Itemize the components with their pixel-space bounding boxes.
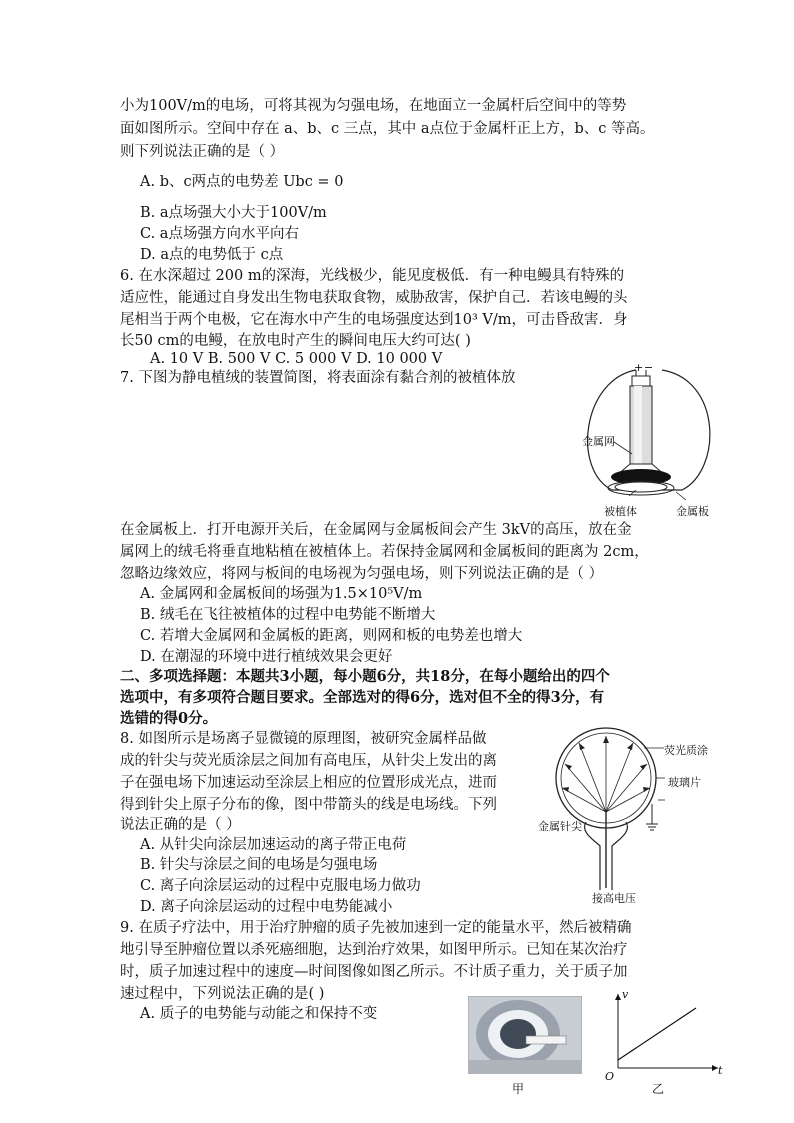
q7-option-b: B. 绒毛在飞往被植体的过程中电势能不断增大 bbox=[140, 607, 436, 623]
section-2-heading-line-3: 选错的得0分。 bbox=[120, 710, 218, 727]
q8-stem-line-4: 得到针尖上原子分布的像，图中带箭头的线是电场线。下列 bbox=[120, 797, 497, 813]
q8-fig-label-glass: 玻璃片 bbox=[668, 776, 701, 789]
q8-fig-label-coating: 荧光质涂 bbox=[664, 744, 708, 757]
q9-proton-therapy-photo bbox=[468, 996, 582, 1074]
q9-velocity-time-graph bbox=[600, 990, 724, 1080]
q8-stem-line-5: 说法正确的是（ ） bbox=[120, 817, 241, 833]
q9-option-a: A. 质子的电势能与动能之和保持不变 bbox=[140, 1006, 378, 1022]
q7-fig-label-metal-mesh: 金属网 bbox=[582, 435, 615, 448]
q9-stem-line-3: 时，质子加速过程中的速度—时间图像如图乙所示。不计质子重力，关于质子加 bbox=[120, 964, 628, 980]
q7-stem-line-4: 忽略边缘效应，将网与板间的电场视为匀强电场，则下列说法正确的是（ ） bbox=[120, 566, 604, 582]
q9-fig-label-yi: 乙 bbox=[652, 1082, 665, 1096]
q8-stem-line-2: 成的针尖与荧光质涂层之间加有高电压，从针尖上发出的离 bbox=[120, 753, 497, 769]
q8-option-d: D. 离子向涂层运动的过程中电势能减小 bbox=[140, 899, 393, 915]
q9-stem-line-4: 速过程中，下列说法正确的是( ) bbox=[120, 986, 325, 1002]
q9-fig-label-jia: 甲 bbox=[512, 1082, 525, 1096]
section-2-heading-line-2: 选项中，有多项符合题目要求。全部选对的得6分，选对但不全的得3分，有 bbox=[120, 689, 605, 706]
q9-stem-line-2: 地引导至肿瘤位置以杀死癌细胞，达到治疗效果，如图甲所示。已知在某次治疗 bbox=[120, 942, 628, 958]
q6-stem-line-1: 6. 在水深超过 200 m的深海，光线极少，能见度极低．有一种电鳗具有特殊的 bbox=[120, 268, 625, 284]
q5-option-c: C. a点场强方向水平向右 bbox=[140, 226, 299, 242]
q7-stem-line-2: 在金属板上．打开电源开关后，在金属网与金属板间会产生 3kV的高压，放在金 bbox=[120, 522, 632, 538]
q7-stem-line-3: 属网上的绒毛将垂直地粘植在被植体上。若保持金属网和金属板间的距离为 2cm， bbox=[120, 544, 649, 560]
q7-fig-label-metal-plate: 金属板 bbox=[676, 505, 709, 518]
q5-option-b: B. a点场强大小大于100V/m bbox=[140, 205, 327, 221]
q6-stem-line-3: 尾相当于两个电极，它在海水中产生的电场强度达到10³ V/m，可击昏敌害．身 bbox=[120, 312, 628, 328]
q8-option-a: A. 从针尖向涂层加速运动的离子带正电荷 bbox=[140, 837, 407, 853]
q5-option-a: A. b、c两点的电势差 Ubc = 0 bbox=[140, 174, 344, 190]
q8-option-b: B. 针尖与涂层之间的电场是匀强电场 bbox=[140, 857, 378, 873]
q8-fig-label-needle: 金属针尖 bbox=[538, 820, 582, 833]
q6-stem-line-2: 适应性，能通过自身发出生物电获取食物，威胁敌害，保护自己．若该电鳗的头 bbox=[120, 290, 628, 306]
q7-option-a: A. 金属网和金属板间的场强为1.5×10⁵V/m bbox=[140, 586, 423, 602]
q8-stem-line-3: 子在强电场下加速运动至涂层上相应的位置形成光点，进而 bbox=[120, 775, 497, 791]
q7-fig-minus-sign: − bbox=[644, 361, 654, 374]
q6-stem-line-4: 长50 cm的电鳗，在放电时产生的瞬间电压大约可达( ) bbox=[120, 333, 471, 349]
section-2-heading-line-1: 二、多项选择题：本题共3小题，每小题6分，共18分，在每小题给出的四个 bbox=[120, 668, 610, 685]
q7-fig-plus-sign: + bbox=[634, 361, 644, 374]
q5-stem-line-1: 小为100V/m的电场，可将其视为匀强电场，在地面立一金属杆后空间中的等势 bbox=[120, 98, 627, 114]
q7-fig-label-flocked-body: 被植体 bbox=[604, 505, 637, 518]
q9-graph-axis-t: t bbox=[718, 1064, 723, 1077]
q6-options: A. 10 V B. 500 V C. 5 000 V D. 10 000 V bbox=[150, 351, 443, 367]
q5-stem-line-2: 面如图所示。空间中存在 a、b、c 三点，其中 a点位于金属杆正上方，b、c 等高。 bbox=[120, 121, 655, 137]
q7-stem-line-1: 7. 下图为静电植绒的装置简图，将表面涂有黏合剂的被植体放 bbox=[120, 370, 516, 386]
q8-option-c: C. 离子向涂层运动的过程中克服电场力做功 bbox=[140, 878, 421, 894]
q7-option-c: C. 若增大金属网和金属板的距离，则网和板的电势差也增大 bbox=[140, 628, 523, 644]
q5-option-d: D. a点的电势低于 c点 bbox=[140, 247, 284, 263]
q9-graph-origin: O bbox=[605, 1070, 615, 1083]
q8-stem-line-1: 8. 如图所示是场离子显微镜的原理图，被研究金属样品做 bbox=[120, 731, 487, 747]
q5-stem-line-3: 则下列说法正确的是（ ） bbox=[120, 144, 285, 160]
q8-fig-label-high-voltage: 接高电压 bbox=[592, 892, 636, 905]
q9-graph-axis-v: v bbox=[622, 988, 629, 1001]
q7-option-d: D. 在潮湿的环境中进行植绒效果会更好 bbox=[140, 649, 393, 665]
q9-stem-line-1: 9. 在质子疗法中，用于治疗肿瘤的质子先被加速到一定的能量水平，然后被精确 bbox=[120, 920, 632, 936]
